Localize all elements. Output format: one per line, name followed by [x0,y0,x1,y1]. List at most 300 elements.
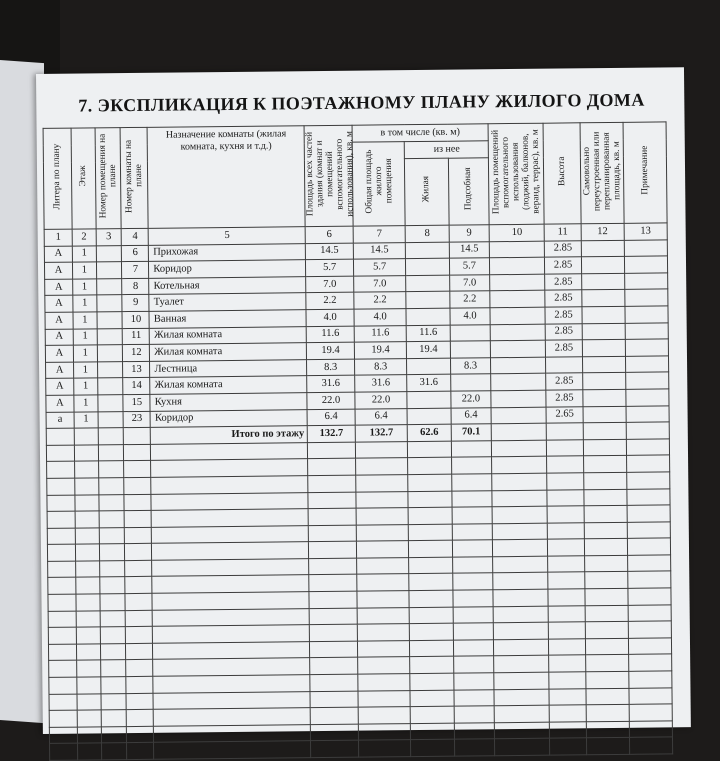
empty-cell [358,674,411,691]
empty-cell [48,644,76,661]
empty-cell [152,525,309,543]
cell-aux [450,341,491,358]
header-area-total: Площадь всех частей здания (комнат и помещений вспомогательного использования), кв. м [304,125,352,226]
column-number: 9 [449,225,490,242]
cell-living [407,358,450,375]
empty-cell [151,442,308,460]
empty-cell [493,606,548,623]
cell-name: Прихожая [149,243,306,261]
empty-cell [355,475,408,492]
document-title: 7. ЭКСПЛИКАЦИЯ К ПОЭТАЖНОМУ ПЛАНУ ЖИЛОГО ДОМА [78,89,645,116]
empty-cell [125,560,152,577]
empty-cell [629,737,672,754]
empty-cell [356,541,409,558]
empty-cell [549,672,586,689]
empty-cell [154,741,311,759]
cell-floor: 1 [73,312,97,329]
cell-floor: 1 [72,245,96,262]
cell-name: Кухня [150,393,307,411]
empty-cell [125,593,152,610]
header-general: Общая площадь жилого помещения [352,142,406,227]
empty-cell [153,675,310,693]
empty-cell [584,539,627,556]
cell-note [625,289,668,306]
cell-letter: А [46,362,74,379]
cell-premises [97,395,123,412]
empty-cell [153,658,310,676]
empty-cell [409,557,452,574]
cell-aux-area [491,340,546,357]
cell-floor: 1 [74,411,98,428]
empty-cell [49,661,77,678]
empty-cell [408,441,451,458]
empty-cell [585,638,628,655]
empty-cell [494,689,549,706]
empty-cell [409,540,452,557]
empty-cell [549,705,586,722]
total-empty-cell [98,428,124,445]
cell-note [624,239,667,256]
cell-aux: 14.5 [449,241,490,258]
empty-cell [454,739,495,756]
header-living: Жилая [405,158,449,225]
cell-area: 22.0 [307,392,354,409]
cell-aux: 4.0 [449,308,490,325]
empty-cell [76,644,100,661]
empty-cell [77,677,101,694]
cell-floor: 1 [74,378,98,395]
cell-general: 14.5 [353,242,406,259]
empty-cell [409,524,452,541]
empty-cell [547,473,584,490]
empty-cell [47,544,75,561]
cell-area: 7.0 [306,276,353,293]
empty-cell [311,741,358,758]
empty-cell [76,594,100,611]
cell-general: 7.0 [353,275,406,292]
empty-cell [310,674,357,691]
cell-height: 2.85 [545,323,582,340]
cell-living [406,258,449,275]
empty-cell [99,544,125,561]
empty-cell [101,743,127,760]
empty-cell [76,611,100,628]
empty-cell [583,456,626,473]
empty-cell [77,660,101,677]
empty-cell [627,472,670,489]
empty-cell [126,610,153,627]
empty-cell [453,640,494,657]
cell-general: 6.4 [355,408,408,425]
cell-letter: а [46,412,74,429]
cell-aux [450,374,491,391]
cell-name: Лестница [150,359,307,377]
empty-cell [452,557,493,574]
cell-note [626,405,669,422]
cell-name: Коридор [149,260,306,278]
empty-cell [75,494,99,511]
empty-cell [628,621,671,638]
empty-cell [151,509,308,527]
cell-height: 2.85 [545,240,582,257]
cell-area: 4.0 [306,309,353,326]
header-auxiliary: Подсобная [448,158,490,225]
empty-cell [549,639,586,656]
cell-general: 31.6 [354,375,407,392]
total-empty-cell [46,428,74,445]
total-general: 132.7 [355,425,408,442]
empty-cell [628,654,671,671]
empty-cell [49,677,77,694]
empty-cell [585,622,628,639]
cell-living [406,242,449,259]
empty-cell [452,573,493,590]
empty-cell [356,508,409,525]
empty-cell [627,522,670,539]
empty-cell [124,444,151,461]
empty-cell [311,707,358,724]
empty-cell [586,721,629,738]
cell-height: 2.85 [545,307,582,324]
empty-cell [454,706,495,723]
empty-cell [550,738,587,755]
empty-cell [410,623,453,640]
cell-letter: А [46,395,74,412]
empty-cell [47,495,75,512]
empty-cell [77,727,101,744]
empty-cell [629,671,672,688]
empty-cell [125,510,152,527]
empty-cell [125,577,152,594]
empty-cell [493,523,548,540]
empty-cell [74,445,98,462]
empty-cell [629,704,672,721]
header-floor: Этаж [71,128,96,229]
empty-cell [50,744,78,761]
header-note: Примечание [623,122,667,223]
cell-aux: 7.0 [449,275,490,292]
empty-cell [310,691,357,708]
cell-living [407,391,450,408]
empty-cell [452,507,493,524]
cell-aux: 2.2 [449,291,490,308]
column-number: 6 [306,226,353,243]
empty-cell [495,722,550,739]
empty-cell [152,575,309,593]
empty-cell [453,673,494,690]
empty-cell [98,478,124,495]
empty-cell [453,623,494,640]
cell-height: 2.65 [546,406,583,423]
empty-cell [126,693,153,710]
cell-letter: А [45,279,73,296]
cell-unauth [582,290,625,307]
header-letter: Литера по плану [43,128,72,229]
empty-cell [357,591,410,608]
cell-name: Жилая комната [150,376,307,394]
cell-premises [97,345,123,362]
empty-cell [626,439,669,456]
empty-cell [151,476,308,494]
empty-cell [310,658,357,675]
empty-cell [358,690,411,707]
empty-cell [152,608,309,626]
empty-cell [47,478,75,495]
empty-cell [311,724,358,741]
cell-premises [96,245,122,262]
total-area: 132.7 [308,425,355,442]
cell-aux-area [491,324,546,341]
empty-cell [494,622,549,639]
cell-unauth [581,257,624,274]
empty-cell [411,740,454,757]
empty-cell [152,592,309,610]
empty-cell [47,461,75,478]
empty-cell [355,458,408,475]
empty-cell [154,724,311,742]
cell-letter: А [45,329,73,346]
empty-cell [454,723,495,740]
cell-letter: А [44,246,72,263]
empty-cell [492,440,547,457]
empty-cell [585,605,628,622]
empty-cell [628,638,671,655]
empty-cell [453,689,494,706]
empty-cell [48,611,76,628]
empty-cell [75,544,99,561]
empty-cell [627,555,670,572]
cell-note [626,389,669,406]
cell-name: Котельная [149,276,306,294]
empty-cell [586,671,629,688]
cell-general: 19.4 [354,342,407,359]
empty-cell [99,560,125,577]
empty-cell [153,691,310,709]
empty-cell [99,511,125,528]
empty-cell [124,494,151,511]
empty-cell [153,642,310,660]
empty-cell [411,723,454,740]
empty-cell [495,705,550,722]
cell-unauth [582,340,625,357]
cell-area: 11.6 [307,326,354,343]
empty-cell [357,574,410,591]
empty-cell [548,539,585,556]
empty-cell [100,627,126,644]
total-empty-cell [74,428,98,445]
empty-cell [126,660,153,677]
column-number: 3 [96,229,122,246]
empty-cell [310,641,357,658]
column-number: 2 [72,229,96,246]
empty-cell [627,488,670,505]
cell-room: 8 [122,278,149,295]
empty-cell [547,440,584,457]
cell-note [624,256,667,273]
empty-cell [356,524,409,541]
empty-cell [411,706,454,723]
cell-unauth [582,306,625,323]
empty-cell [98,444,124,461]
cell-premises [96,262,122,279]
cell-area: 5.7 [306,259,353,276]
empty-cell [493,589,548,606]
cell-unauth [581,240,624,257]
cell-aux-area [490,307,545,324]
empty-cell [357,657,410,674]
cell-living [407,408,450,425]
empty-cell [308,492,355,509]
cell-room: 10 [122,311,149,328]
empty-cell [308,458,355,475]
cell-note [625,356,668,373]
empty-cell [408,474,451,491]
empty-cell [76,577,100,594]
cell-height [546,357,583,374]
cell-premises [97,378,123,395]
cell-premises [96,278,122,295]
empty-cell [492,456,547,473]
header-purpose: Назначение комнаты (жилая комната, кухня и т.д.) [147,126,305,229]
empty-cell [586,705,629,722]
empty-cell [494,672,549,689]
total-empty-cell [546,423,583,440]
empty-cell [100,610,126,627]
column-number: 11 [544,224,581,241]
empty-cell [77,743,101,760]
cell-area: 2.2 [306,293,353,310]
cell-unauth [582,356,625,373]
empty-cell [494,639,549,656]
cell-living [406,292,449,309]
empty-cell [409,574,452,591]
empty-cell [547,456,584,473]
empty-cell [309,591,356,608]
empty-cell [583,439,626,456]
empty-cell [452,523,493,540]
empty-cell [152,559,309,577]
empty-cell [628,605,671,622]
empty-cell [586,688,629,705]
cell-aux-area [490,257,545,274]
cell-height: 2.85 [545,257,582,274]
empty-cell [126,643,153,660]
cell-area: 31.6 [307,376,354,393]
empty-cell [49,727,77,744]
cell-note [625,322,668,339]
cell-room: 7 [122,262,149,279]
empty-cell [48,627,76,644]
empty-cell [77,693,101,710]
header-premises: Номер помещения на плане [95,128,122,229]
empty-cell [410,690,453,707]
empty-cell [100,660,126,677]
cell-floor: 1 [73,345,97,362]
empty-cell [358,707,411,724]
cell-general: 2.2 [354,292,407,309]
empty-cell [493,556,548,573]
empty-cell [99,494,125,511]
empty-cell [77,710,101,727]
cell-room: 23 [123,411,150,428]
empty-cell [100,643,126,660]
empty-cell [358,723,411,740]
cell-aux-area [490,274,545,291]
cell-floor: 1 [72,262,96,279]
cell-letter: А [44,262,72,279]
table-header-row [43,122,666,146]
cell-general: 5.7 [353,259,406,276]
empty-cell [75,511,99,528]
header-unauthorized: Самовольно переустроенная или перепланированная площадь, кв. м [580,122,624,223]
empty-cell [409,590,452,607]
empty-cell [586,738,629,755]
cell-height: 2.85 [546,373,583,390]
cell-aux: 5.7 [449,258,490,275]
empty-cell [309,541,356,558]
empty-cell [152,542,309,560]
empty-cell [125,544,152,561]
column-number: 7 [353,226,406,243]
total-aux: 70.1 [451,424,492,441]
column-number: 5 [148,227,305,245]
empty-cell [100,594,126,611]
cell-note [624,273,667,290]
empty-cell [151,492,308,510]
cell-note [625,306,668,323]
cell-name: Жилая комната [150,343,307,361]
empty-cell [355,441,408,458]
empty-cell [629,721,672,738]
cell-letter: А [45,296,73,313]
cell-note [626,372,669,389]
empty-cell [584,505,627,522]
cell-name: Жилая комната [149,326,306,344]
empty-cell [548,556,585,573]
header-height: Высота [543,123,581,224]
empty-cell [627,538,670,555]
cell-unauth [583,406,626,423]
empty-cell [547,506,584,523]
empty-cell [308,508,355,525]
cell-living [406,275,449,292]
cell-area: 14.5 [306,243,353,260]
cell-living: 31.6 [407,375,450,392]
empty-cell [309,575,356,592]
cell-room: 12 [123,344,150,361]
empty-cell [98,461,124,478]
cell-aux-area [490,241,545,258]
empty-cell [493,573,548,590]
empty-cell [356,491,409,508]
empty-cell [124,477,151,494]
cell-unauth [582,373,625,390]
cell-aux: 6.4 [451,407,492,424]
empty-cell [452,590,493,607]
empty-cell [101,726,127,743]
empty-cell [584,555,627,572]
cell-aux-area [491,390,546,407]
cell-aux-area [491,407,546,424]
header-of-which: из нее [405,141,489,159]
cell-unauth [583,389,626,406]
empty-cell [126,676,153,693]
empty-cell [628,588,671,605]
cell-room: 14 [123,378,150,395]
empty-cell [151,459,308,477]
cell-aux-area [491,357,546,374]
empty-cell [309,558,356,575]
